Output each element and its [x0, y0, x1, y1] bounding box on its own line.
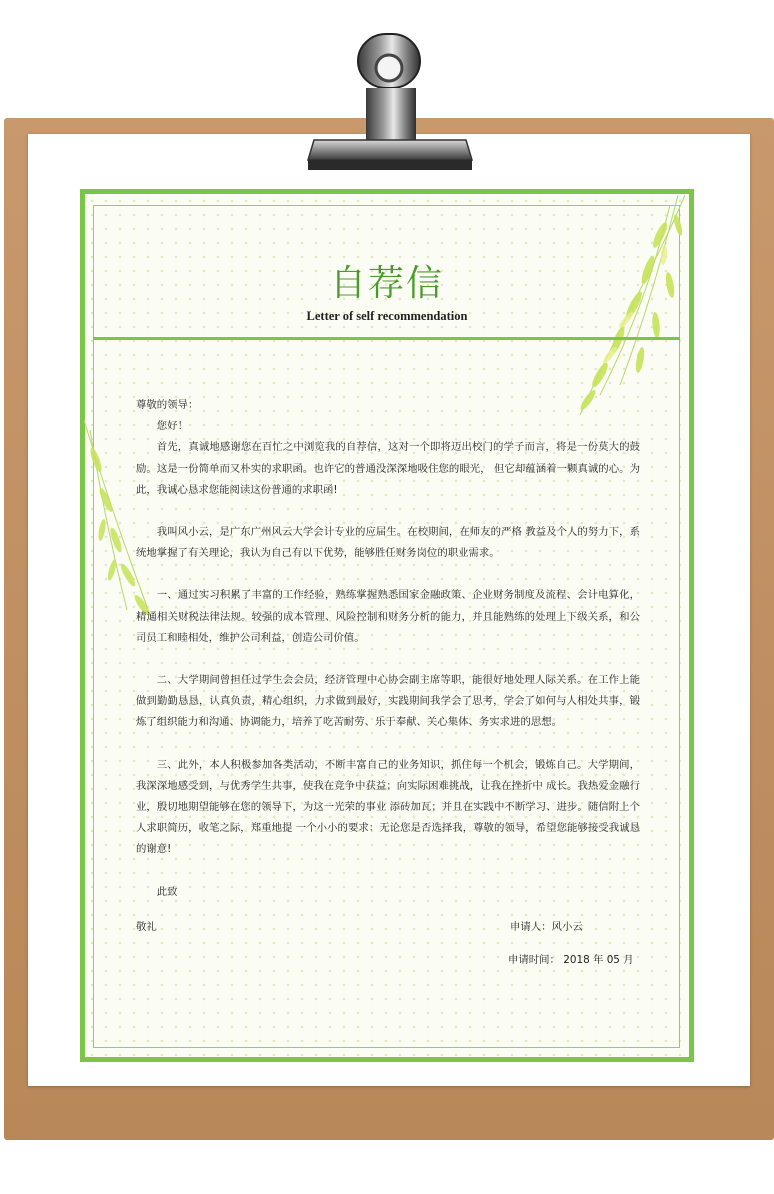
- application-date: 申请时间： 2018 年 05 月: [508, 954, 634, 966]
- salutation: 尊敬的领导：: [136, 399, 199, 411]
- header-divider: [93, 337, 680, 340]
- applicant-name: 申请人：风小云: [510, 921, 583, 933]
- regards: 敬礼: [136, 921, 157, 933]
- greeting: 您好！: [156, 420, 188, 433]
- letter-body: [136, 395, 640, 903]
- paragraph-point-1: 一、通过实习积累了丰富的工作经验，熟练掌握熟悉国家金融政策、企业财务制度及流程、会计电算化，精通相关财税法律法规。较强的成本管理、风险控制和财务分析的能力，并且能熟练的处理上下级关系，和公司员工和睦相处，维护公司利益，创造公司价值。: [136, 589, 640, 644]
- paragraph-intro: 首先，真诚地感谢您在百忙之中浏览我的自荐信，这对一个即将迈出校门的学子而言，将是一份莫大的鼓励。这是一份简单而又朴实的求职函。也许它的普通没深深地吸住您的眼光， 但它却蕴涵着一颗真诚的心。为此，我诚心恳求您能阅读这份普通的求职函!: [136, 441, 640, 496]
- paragraph-point-3: 三、此外，本人积极参加各类活动，不断丰富自己的业务知识，抓住每一个机会，锻炼自己。大学期间，我深深地感受到，与优秀学生共事，使我在竞争中获益；向实际困难挑战，让我在挫折中 成长。我热爱金融行业，殷切地期望能够在您的领导下，为这一光荣的事业 添砖加瓦；并且在实践中不断学习、进步。随信附上个人求职简历，收笔之际，郑重地提 一个小小的要求：无论您是否选择我，尊敬的领导，希望您能够接受我诚恳的谢意!: [136, 758, 640, 856]
- paragraph-point-2: 二、大学期间曾担任过学生会会员，经济管理中心协会副主席等职，能很好地处理人际关系。在工作上能做到勤勤恳恳，认真负责，精心组织，力求做到最好，实践期间我学会了思考，学会了如何与人相处共事，锻炼了组织能力和沟通、协调能力，培养了吃苦耐劳、乐于奉献、关心集体、务实求进的思想。: [136, 674, 640, 729]
- paragraph-self-intro: 我叫风小云，是广东广州风云大学会计专业的应届生。在校期间，在师友的严格 教益及个人的努力下，系统地掌握了有关理论，我认为自己有以下优势，能够胜任财务岗位的职业需求。: [136, 526, 640, 560]
- binder-clip-icon: [306, 28, 476, 178]
- letter-title-english: Letter of self recommendation: [306, 309, 468, 323]
- closing: 此致: [156, 885, 178, 898]
- letter-title-chinese: 自荐信: [329, 263, 444, 304]
